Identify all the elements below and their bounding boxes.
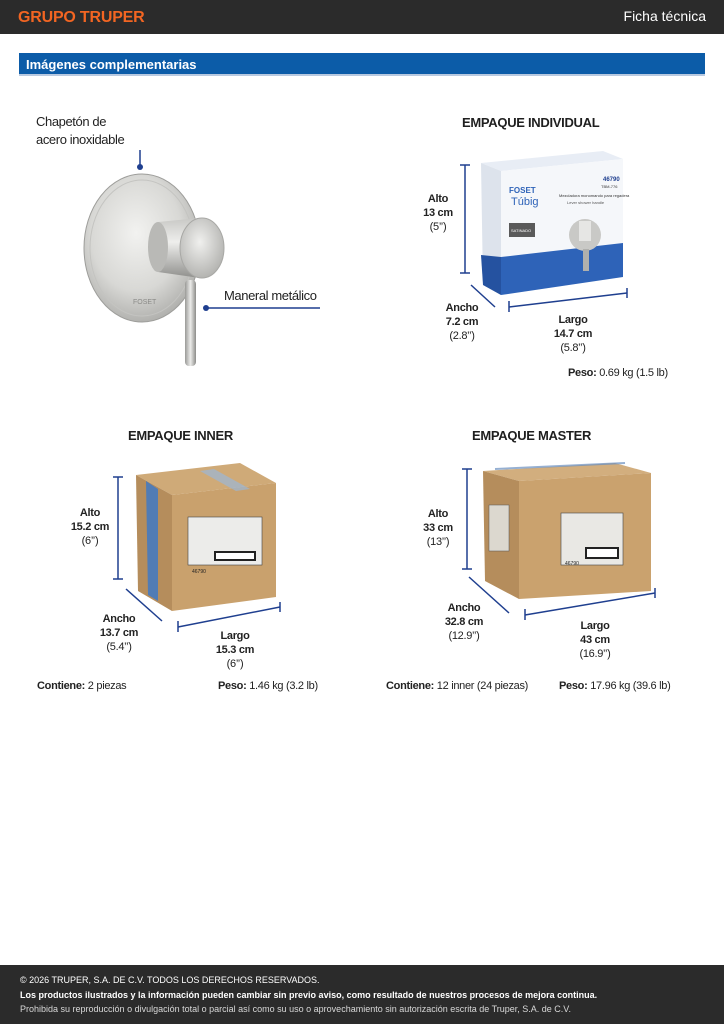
footer — [0, 965, 724, 1024]
inner-largo: Largo 15.3 cm (6’’) — [215, 630, 255, 670]
header-bar — [0, 0, 724, 34]
product-image — [30, 140, 330, 380]
inner-peso: Peso: 1.46 kg (3.2 lb) — [218, 680, 318, 692]
box-line-text: Túbig — [511, 196, 539, 208]
individual-alto: Alto 13 cm (5’’) — [423, 193, 453, 233]
individual-peso: Peso: 0.69 kg (1.5 lb) — [568, 367, 668, 379]
inner-box-code: 46790 — [192, 569, 206, 575]
footer-prohibition: Prohibida su reproducción o divulgación total o parcial así como su uso o aprovechamiento sin autorización escrita de Truper, S.A. de C.V. — [20, 1004, 571, 1014]
inner-contiene: Contiene: 2 piezas — [37, 680, 127, 692]
individual-largo: Largo 14.7 cm (5.8’’) — [553, 314, 593, 354]
master-alto: Alto 33 cm (13’’) — [423, 508, 453, 548]
section-title: Imágenes complementarias — [26, 57, 197, 72]
footer-copyright: © 2026 TRUPER, S.A. DE C.V. TODOS LOS DERECHOS RESERVADOS. — [20, 975, 320, 985]
callout-plate-line1: Chapetón de — [36, 114, 107, 129]
box-brand-text: FOSET — [509, 186, 536, 195]
master-contiene: Contiene: 12 inner (24 piezas) — [386, 680, 529, 692]
individual-box-image — [455, 145, 645, 315]
box-model-text: TBM-776 — [601, 184, 618, 189]
plate-brand-text: FOSET — [133, 299, 157, 306]
master-title: EMPAQUE MASTER — [472, 428, 592, 443]
individual-ancho: Ancho 7.2 cm (2.8’’) — [445, 302, 479, 342]
inner-ancho: Ancho 13.7 cm (5.4’’) — [99, 613, 139, 653]
master-ancho: Ancho 32.8 cm (12.9’’) — [444, 602, 484, 642]
inner-box-image — [110, 455, 290, 635]
callout-handle: Maneral metálico — [224, 288, 317, 303]
box-desc-es: Mezcladora monomando para regadera — [559, 193, 630, 198]
footer-notice: Los productos ilustrados y la información pueden cambiar sin previo aviso, como resultado de nuestros procesos de mejora continua. — [20, 990, 598, 1000]
inner-alto: Alto 15.2 cm (6’’) — [70, 507, 110, 547]
box-code-text: 46790 — [603, 177, 620, 183]
master-box-code: 46790 — [565, 561, 579, 567]
document-type: Ficha técnica — [623, 8, 706, 24]
master-box-image — [455, 455, 665, 625]
callout-plate-line2: acero inoxidable — [36, 132, 125, 147]
master-largo: Largo 43 cm (16.9’’) — [579, 620, 611, 660]
inner-title: EMPAQUE INNER — [128, 428, 233, 443]
individual-title: EMPAQUE INDIVIDUAL — [462, 115, 600, 130]
section-header — [19, 53, 705, 76]
box-desc-en: Lever shower handle — [567, 200, 605, 205]
box-finish-text: SATINADO — [511, 228, 532, 233]
brand-logo: GRUPO TRUPER — [18, 9, 145, 26]
master-peso: Peso: 17.96 kg (39.6 lb) — [559, 680, 671, 692]
